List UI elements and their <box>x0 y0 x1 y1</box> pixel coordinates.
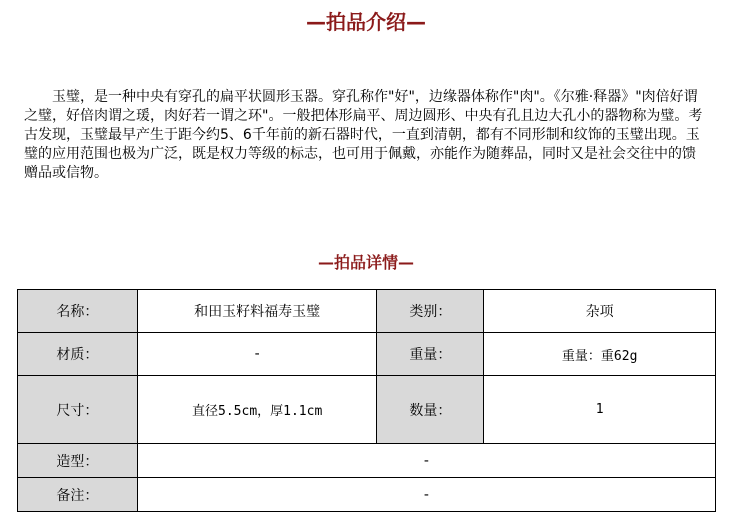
weight-value: 重量：重62g <box>484 333 716 376</box>
shape-label: 造型： <box>18 444 138 478</box>
category-value: 杂项 <box>484 290 716 333</box>
intro-section-title: —拍品介绍— <box>306 10 426 34</box>
table-row <box>18 478 716 512</box>
shape-value: - <box>137 444 715 478</box>
material-label: 材质： <box>18 333 138 376</box>
remark-label: 备注： <box>18 478 138 512</box>
material-value: - <box>137 333 377 376</box>
quantity-value: 1 <box>484 376 716 444</box>
size-label: 尺寸： <box>18 376 138 444</box>
name-value: 和田玉籽料福寿玉璧 <box>137 290 377 333</box>
intro-paragraph: 玉璧，是一种中央有穿孔的扁平状圆形玉器。穿孔称作"好"，边缘器体称作"肉"。《尔雅·释器》"肉倍好谓之璧，好倍肉谓之瑗，肉好若一谓之环"。一般把体形扁平、周边圆形、中央有孔且边大孔小的器物称为璧。考古发现，玉璧最早产生于距今约5、6千年前的新石器时代，一直到清朝，都有不同形制和纹饰的玉璧出现。玉璧的应用范围也极为广泛，既是权力等级的标志，也可用于佩戴，亦能作为随葬品，同时又是社会交往中的馈赠品或信物。 <box>24 89 703 181</box>
table-row <box>18 290 716 333</box>
weight-label: 重量： <box>377 333 484 376</box>
size-value: 直径5.5cm，厚1.1cm <box>137 376 377 444</box>
table-row <box>18 444 716 478</box>
detail-table <box>17 289 716 512</box>
quantity-label: 数量： <box>377 376 484 444</box>
detail-section-title: —拍品详情— <box>317 253 414 272</box>
table-row <box>18 333 716 376</box>
name-label: 名称： <box>18 290 138 333</box>
category-label: 类别： <box>377 290 484 333</box>
table-row <box>18 376 716 444</box>
remark-value: - <box>137 478 715 512</box>
